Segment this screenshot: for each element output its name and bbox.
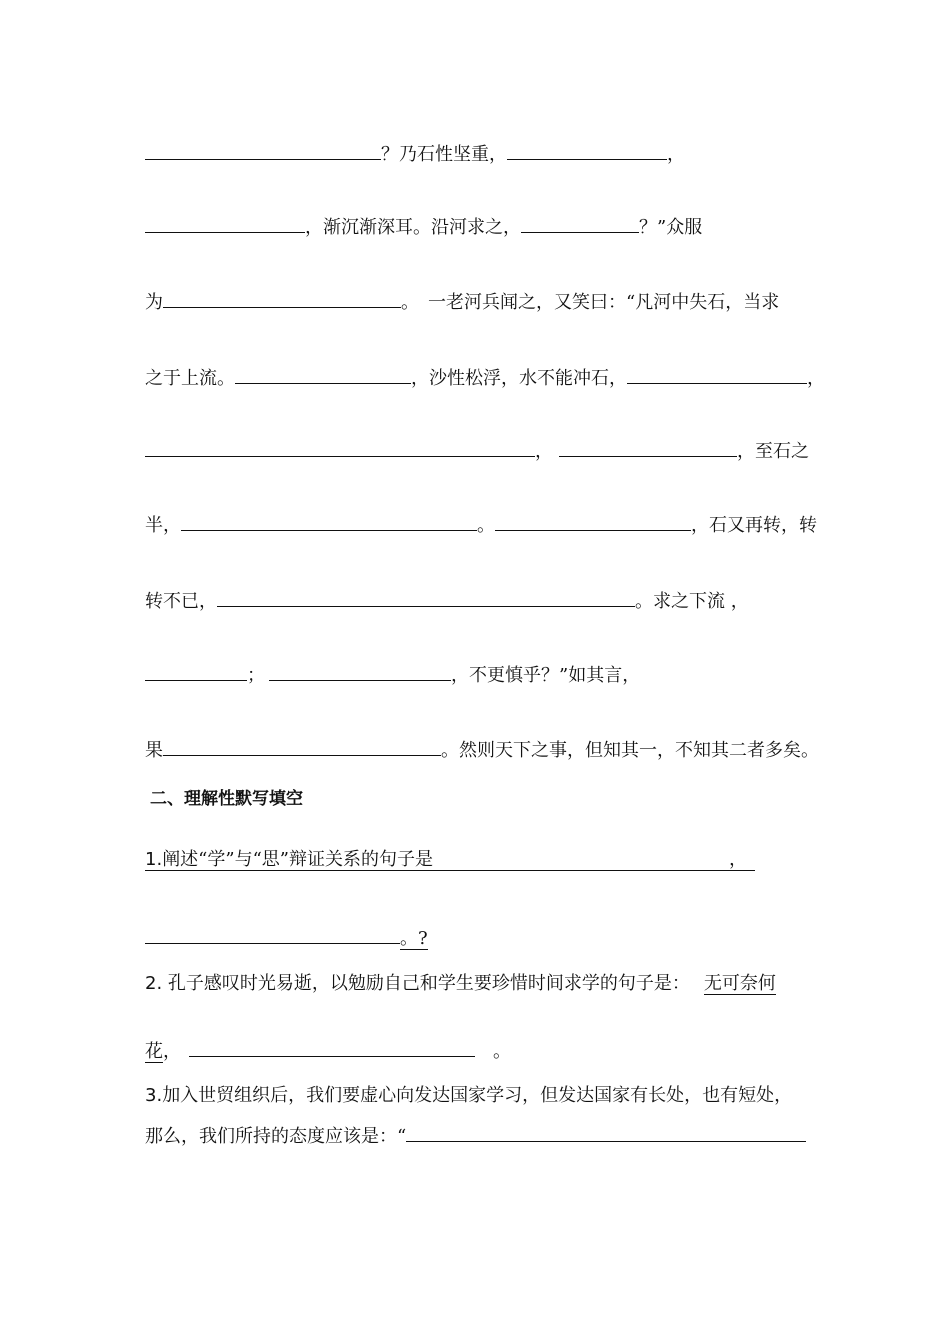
answer-blank[interactable] [495,512,691,531]
question-3-continued: 那么，我们所持的态度应该是：“ [145,1123,806,1148]
passage-line-2: ，渐沉渐深耳。沿河求之， ？”众服 [145,214,702,239]
passage-line-1: ？乃石性坚重， ， [145,141,685,166]
passage-line-4: 之于上流。 ，沙性松浮，水不能冲石， ， [145,365,825,390]
question-1-continued: 。? [145,925,428,950]
answer-blank[interactable] [269,662,451,681]
question-2-continued: 花， 。 [145,1038,511,1063]
answer-blank[interactable] [406,1123,806,1142]
answer-blank[interactable] [507,141,667,160]
question-3: 3.加入世贸组织后，我们要虚心向发达国家学习，但发达国家有长处，也有短处， [145,1085,793,1106]
answer-blank[interactable] [163,289,401,308]
answer-blank[interactable] [145,662,247,681]
question-1: 1.阐述“学”与“思”辩证关系的句子是 ， [145,849,755,871]
passage-line-5: ， ，至石之 [145,438,809,463]
answer-blank[interactable] [189,1038,475,1057]
passage-line-9: 果 。然则天下之事，但知其一，不知其二者多矣。 [145,737,819,762]
passage-line-6: 半， 。 ，石又再转，转 [145,512,817,537]
answer-blank[interactable] [521,214,639,233]
answer-blank[interactable] [163,737,441,756]
answer-blank[interactable] [181,512,477,531]
answer-blank[interactable] [559,438,737,457]
answer-blank[interactable] [145,214,305,233]
answer-blank[interactable] [145,438,535,457]
answer-blank[interactable] [217,588,635,607]
passage-line-7: 转不已， 。求之下流 ， [145,588,749,613]
answer-blank[interactable] [627,365,807,384]
answer-blank[interactable] [145,141,381,160]
answer-blank[interactable] [145,925,400,944]
question-2: 2. 孔子感叹时光易逝，以勉励自己和学生要珍惜时间求学的句子是： 无可奈何 [145,973,776,994]
passage-line-8: ； ，不更慎乎？”如其言， [145,662,640,687]
section-heading: 二、理解性默写填空 [150,789,303,809]
answer-blank[interactable] [235,365,411,384]
given-answer: 无可奈何 [703,973,776,994]
passage-line-3: 为 。 一老河兵闻之，又笑曰：“凡河中失石，当求 [145,289,779,314]
